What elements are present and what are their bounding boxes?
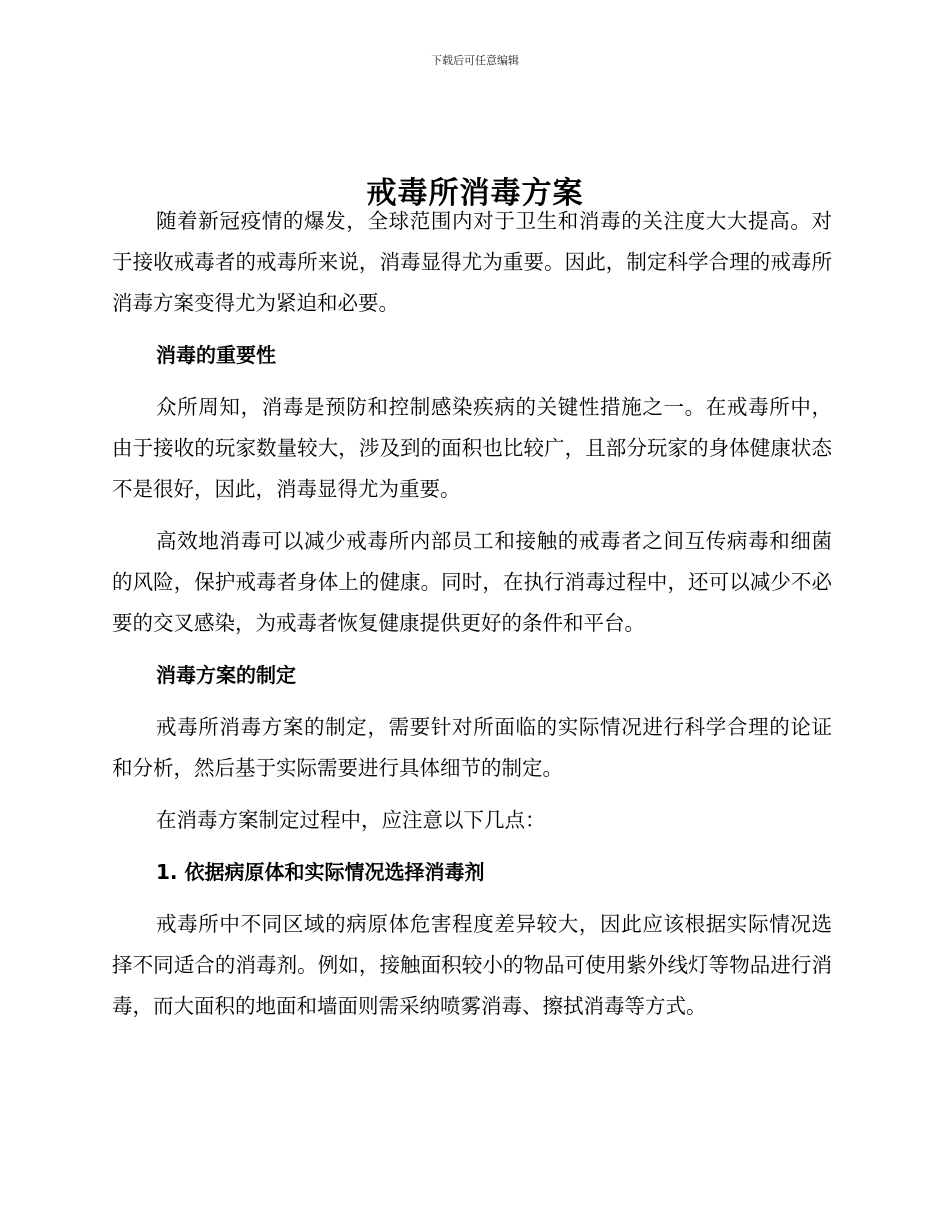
point-heading-1: 1. 依据病原体和实际情况选择消毒剂	[156, 860, 485, 884]
section-heading-plan: 消毒方案的制定	[156, 663, 296, 687]
document-title: 戒毒所消毒方案	[366, 176, 584, 212]
paragraph: 戒毒所中不同区域的病原体危害程度差异较大，因此应该根据实际情况选择不同适合的消毒剂。例如，接触面积较小的物品可使用紫外线灯等物品进行消毒，而大面积的地面和墙面则需采纳喷雾消毒、擦拭消毒等方式。	[112, 912, 832, 1018]
paragraph: 众所周知，消毒是预防和控制感染疾病的关键性措施之一。在戒毒所中，由于接收的玩家数量较大，涉及到的面积也比较广，且部分玩家的身体健康状态不是很好，因此，消毒显得尤为重要。	[112, 395, 832, 501]
page-header: 下载后可任意编辑	[431, 54, 519, 67]
paragraph: 戒毒所消毒方案的制定，需要针对所面临的实际情况进行科学合理的论证和分析，然后基于实际需要进行具体细节的制定。	[112, 715, 832, 780]
paragraph: 高效地消毒可以减少戒毒所内部员工和接触的戒毒者之间互传病毒和细菌的风险，保护戒毒者身体上的健康。同时，在执行消毒过程中，还可以减少不必要的交叉感染，为戒毒者恢复健康提供更好的条件和平台。	[112, 529, 832, 635]
section-heading-importance: 消毒的重要性	[156, 343, 276, 367]
document-body	[112, 201, 832, 1027]
intro-paragraph: 随着新冠疫情的爆发，全球范围内对于卫生和消毒的关注度大大提高。对于接收戒毒者的戒毒所来说，消毒显得尤为重要。因此，制定科学合理的戒毒所消毒方案变得尤为紧迫和必要。	[112, 209, 832, 315]
paragraph: 在消毒方案制定过程中，应注意以下几点：	[156, 808, 546, 832]
